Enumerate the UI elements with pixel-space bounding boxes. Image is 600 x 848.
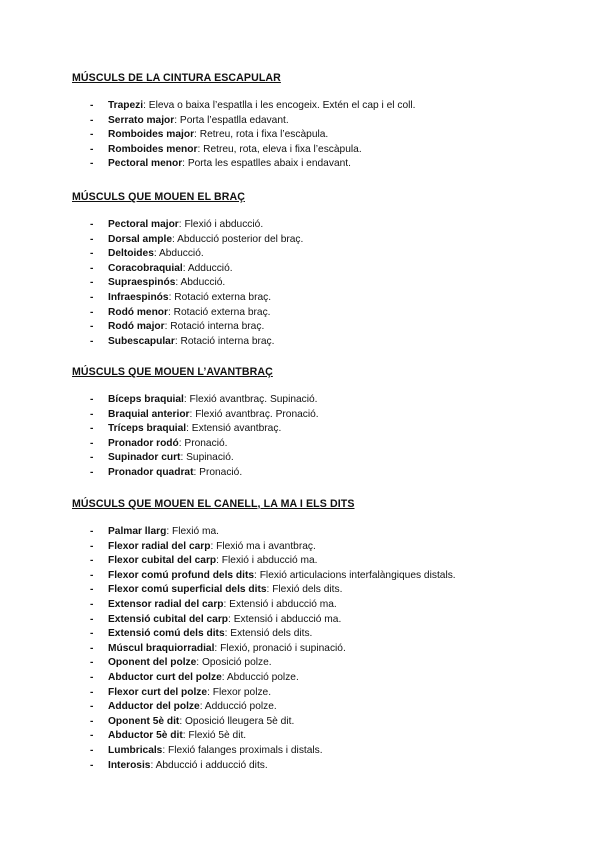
muscle-description: : Abducció i adducció dits. xyxy=(150,759,268,771)
muscle-description: : Rotació externa braç. xyxy=(168,291,272,303)
bullet-dash: - xyxy=(90,744,94,756)
bullet-dash: - xyxy=(90,584,94,596)
bullet-dash: - xyxy=(90,452,94,464)
section-avantbrac xyxy=(72,366,582,478)
bullet-dash: - xyxy=(90,540,94,552)
muscle-name: Flexor comú superficial dels dits xyxy=(108,584,267,596)
list-item xyxy=(90,656,456,671)
list-item xyxy=(90,291,303,306)
muscle-description: : Extensió avantbraç. xyxy=(186,423,282,435)
list-item xyxy=(90,437,319,452)
muscle-name: Adductor del polze xyxy=(108,701,200,713)
bullet-dash: - xyxy=(90,437,94,449)
list-item xyxy=(90,554,456,569)
bullet-dash: - xyxy=(90,686,94,698)
muscle-description: : Adducció polze. xyxy=(199,701,277,713)
muscle-name: Flexor curt del polze xyxy=(108,686,208,698)
list-item xyxy=(90,715,456,730)
list-item xyxy=(90,686,456,701)
list-item xyxy=(90,218,303,233)
list-item xyxy=(90,320,303,335)
bullet-dash: - xyxy=(90,233,94,245)
muscle-list xyxy=(90,99,416,172)
muscle-description: : Supinació. xyxy=(180,452,234,464)
muscle-description: : Oposició polze. xyxy=(196,657,272,669)
muscle-name: Pronador rodó xyxy=(108,437,179,449)
list-item xyxy=(90,99,416,114)
muscle-name: Bíceps braquial xyxy=(108,394,184,405)
list-item xyxy=(90,540,456,555)
bullet-dash: - xyxy=(90,321,94,333)
muscle-name: Romboides major xyxy=(108,129,195,141)
muscle-name: Rodó major xyxy=(108,321,165,333)
muscle-description: : Flexió ma i avantbraç. xyxy=(210,540,316,552)
muscle-description: : Pronació. xyxy=(178,437,228,449)
section-heading: MÚSCULS QUE MOUEN EL CANELL, LA MA I ELS DITS xyxy=(72,498,355,510)
list-item xyxy=(90,759,456,774)
muscle-name: Oponent 5è dit xyxy=(108,715,180,727)
list-item xyxy=(90,451,319,466)
muscle-name: Deltoides xyxy=(108,248,154,260)
muscle-description: : Rotació interna braç. xyxy=(174,335,275,347)
muscle-description: : Flexió, pronació i supinació. xyxy=(214,642,346,654)
muscle-description: : Abducció. xyxy=(175,277,226,289)
muscle-list xyxy=(90,393,319,481)
bullet-dash: - xyxy=(90,657,94,669)
list-item xyxy=(90,335,303,350)
muscle-description: : Rotació externa braç. xyxy=(168,306,271,318)
muscle-description: : Porta l’espatlla edavant. xyxy=(174,114,289,126)
muscle-description: : Flexió avantbraç. Supinació. xyxy=(183,394,318,405)
bullet-dash: - xyxy=(90,114,94,126)
muscle-name: Pectoral menor xyxy=(108,158,183,170)
muscle-name: Interosis xyxy=(108,759,151,771)
muscle-name: Supinador curt xyxy=(108,452,181,464)
muscle-description: : Extensió dels dits. xyxy=(224,628,313,640)
list-item xyxy=(90,157,416,172)
list-item xyxy=(90,114,416,129)
muscle-name: Extensió cubital del carp xyxy=(108,613,229,625)
muscle-name: Extensió comú dels dits xyxy=(108,628,225,640)
bullet-dash: - xyxy=(90,730,94,742)
list-item xyxy=(90,408,319,423)
muscle-description: : Oposició lleugera 5è dit. xyxy=(179,715,295,727)
muscle-description: : Flexió 5è dit. xyxy=(182,730,247,742)
muscle-description: : Abducció posterior del braç. xyxy=(171,233,304,245)
muscle-name: Serrato major xyxy=(108,114,175,126)
muscle-name: Rodó menor xyxy=(108,306,168,318)
muscle-description: : Flexió i abducció ma. xyxy=(216,555,318,567)
section-cintura-escapular xyxy=(72,72,582,170)
bullet-dash: - xyxy=(90,642,94,654)
bullet-dash: - xyxy=(90,158,94,170)
section-brac xyxy=(72,191,582,347)
list-item xyxy=(90,583,456,598)
section-heading: MÚSCULS QUE MOUEN L’AVANTBRAÇ xyxy=(72,366,273,378)
muscle-description: : Porta les espatlles abaix i endavant. xyxy=(182,158,351,170)
bullet-dash: - xyxy=(90,555,94,567)
muscle-description: : Flexor polze. xyxy=(207,686,272,698)
muscle-list xyxy=(90,525,456,773)
bullet-dash: - xyxy=(90,248,94,260)
muscle-name: Oponent del polze xyxy=(108,657,197,669)
section-canell-ma-dits xyxy=(72,498,582,771)
bullet-dash: - xyxy=(90,423,94,435)
bullet-dash: - xyxy=(90,598,94,610)
muscle-name: Infraespinós xyxy=(108,291,169,303)
list-item xyxy=(90,598,456,613)
muscle-name: Múscul braquiorradial xyxy=(108,642,215,654)
muscle-name: Trapezi xyxy=(108,100,144,111)
muscle-name: Abductor curt del polze xyxy=(108,671,222,683)
muscle-name: Flexor radial del carp xyxy=(108,540,211,552)
muscle-name: Flexor cubital del carp xyxy=(108,555,217,567)
bullet-dash: - xyxy=(90,277,94,289)
list-item xyxy=(90,744,456,759)
section-heading: MÚSCULS DE LA CINTURA ESCAPULAR xyxy=(72,72,281,84)
bullet-dash: - xyxy=(90,306,94,318)
bullet-dash: - xyxy=(90,466,94,478)
muscle-name: Supraespinós xyxy=(108,277,176,289)
bullet-dash: - xyxy=(90,100,94,111)
muscle-description: : Retreu, rota i fixa l’escàpula. xyxy=(194,129,329,141)
muscle-name: Lumbricals xyxy=(108,744,163,756)
bullet-dash: - xyxy=(90,526,94,537)
bullet-dash: - xyxy=(90,671,94,683)
muscle-name: Abductor 5è dit xyxy=(108,730,183,742)
muscle-name: Braquial anterior xyxy=(108,408,190,420)
bullet-dash: - xyxy=(90,569,94,581)
muscle-name: Palmar llarg xyxy=(108,526,167,537)
muscle-name: Subescapular xyxy=(108,335,175,347)
muscle-name: Coracobraquial xyxy=(108,262,183,274)
muscle-description: : Retreu, rota, eleva i fixa l’escàpula. xyxy=(197,143,362,155)
muscle-description: : Flexió articulacions interfalàngiques distals. xyxy=(254,569,456,581)
list-item xyxy=(90,729,456,744)
muscle-description: : Extensió i abducció ma. xyxy=(228,613,342,625)
muscle-description: : Pronació. xyxy=(193,466,243,478)
muscle-name: Pectoral major xyxy=(108,219,179,230)
list-item xyxy=(90,525,456,540)
muscle-name: Pronador quadrat xyxy=(108,466,194,478)
list-item xyxy=(90,700,456,715)
bullet-dash: - xyxy=(90,143,94,155)
section-heading: MÚSCULS QUE MOUEN EL BRAÇ xyxy=(72,191,245,203)
muscle-description: : Flexió avantbraç. Pronació. xyxy=(189,408,319,420)
bullet-dash: - xyxy=(90,219,94,230)
muscle-description: : Flexió i abducció. xyxy=(178,219,264,230)
muscle-description: : Flexió dels dits. xyxy=(266,584,343,596)
muscle-list xyxy=(90,218,303,349)
list-item xyxy=(90,569,456,584)
muscle-description: : Eleva o baixa l’espatlla i les encogeix. Extén el cap i el coll. xyxy=(143,100,416,111)
list-item xyxy=(90,262,303,277)
bullet-dash: - xyxy=(90,613,94,625)
bullet-dash: - xyxy=(90,759,94,771)
muscle-name: Romboides menor xyxy=(108,143,198,155)
bullet-dash: - xyxy=(90,701,94,713)
muscle-description: : Flexió falanges proximals i distals. xyxy=(162,744,323,756)
bullet-dash: - xyxy=(90,394,94,405)
list-item xyxy=(90,613,456,628)
muscle-description: : Flexió ma. xyxy=(166,526,219,537)
muscle-description: : Abducció. xyxy=(153,248,204,260)
muscle-description: : Abducció polze. xyxy=(221,671,299,683)
bullet-dash: - xyxy=(90,628,94,640)
list-item xyxy=(90,276,303,291)
list-item xyxy=(90,247,303,262)
bullet-dash: - xyxy=(90,291,94,303)
muscle-name: Extensor radial del carp xyxy=(108,598,224,610)
list-item xyxy=(90,393,319,408)
list-item xyxy=(90,128,416,143)
list-item xyxy=(90,233,303,248)
list-item xyxy=(90,627,456,642)
bullet-dash: - xyxy=(90,262,94,274)
muscle-description: : Adducció. xyxy=(182,262,233,274)
list-item xyxy=(90,642,456,657)
muscle-name: Tríceps braquial xyxy=(108,423,187,435)
list-item xyxy=(90,143,416,158)
muscle-name: Flexor comú profund dels dits xyxy=(108,569,255,581)
list-item xyxy=(90,466,319,481)
bullet-dash: - xyxy=(90,715,94,727)
bullet-dash: - xyxy=(90,129,94,141)
muscle-name: Dorsal ample xyxy=(108,233,172,245)
list-item xyxy=(90,422,319,437)
muscle-description: : Extensió i abducció ma. xyxy=(223,598,337,610)
bullet-dash: - xyxy=(90,408,94,420)
list-item xyxy=(90,671,456,686)
muscle-description: : Rotació interna braç. xyxy=(164,321,265,333)
list-item xyxy=(90,306,303,321)
bullet-dash: - xyxy=(90,335,94,347)
